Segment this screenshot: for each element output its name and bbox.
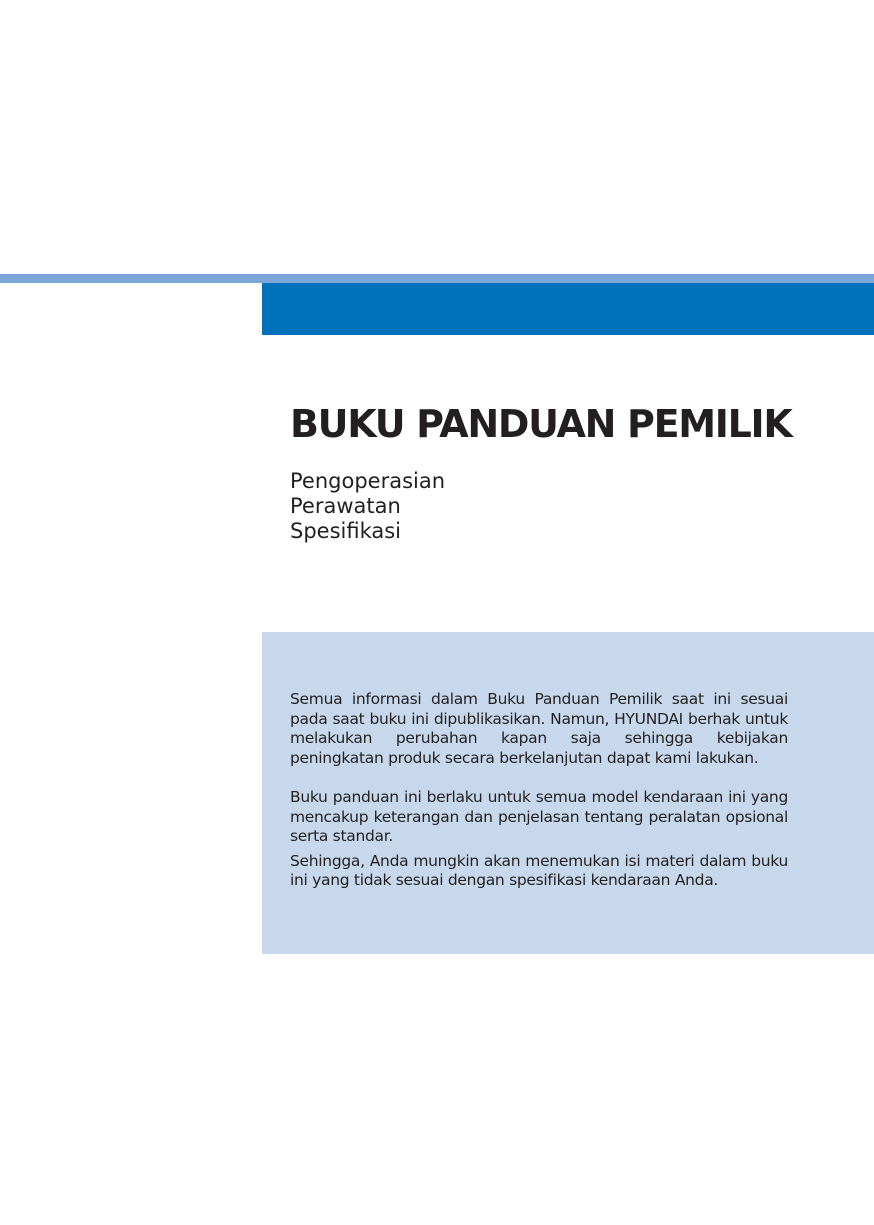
subtitle-operation: Pengoperasian [290,469,446,493]
top-accent-stripe [0,274,874,283]
notice-paragraph-model-scope: Buku panduan ini berlaku untuk semua model kendaraan ini yang mencakup keterangan dan penjelasan tentang peralatan opsional serta standar. [290,788,788,845]
subtitle-list [290,469,445,544]
notice-paragraph-spec-difference: Sehingga, Anda mungkin akan menemukan isi materi dalam buku ini yang tidak sesuai dengan spesifikasi kendaraan Anda. [290,851,788,889]
notice-paragraph-info-validity: Semua informasi dalam Buku Panduan Pemilik saat ini sesuai pada saat buku ini dipublikasikan. Namun, HYUNDAI berhak untuk melakukan perubahan kapan saja sehingga kebijakan peningkatan produk secara berkelanjutan dapat kami lakukan. [290,690,788,767]
header-blue-band [262,283,874,335]
subtitle-specifications: Spesifikasi [290,519,402,543]
notice-text [290,690,788,891]
notice-panel [262,632,874,954]
page-title: BUKU PANDUAN PEMILIK [290,402,792,446]
subtitle-maintenance: Perawatan [290,494,401,518]
